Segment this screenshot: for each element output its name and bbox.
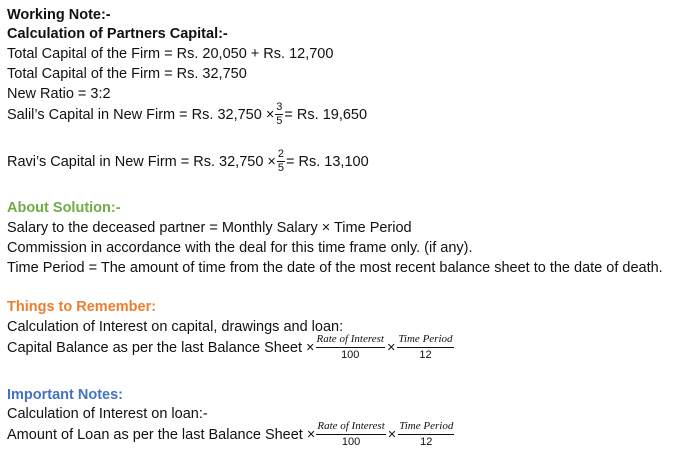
about-solution-heading: About Solution:-	[7, 200, 121, 216]
ravi-denominator: 5	[277, 162, 285, 174]
loan-rate-numerator: Rate of Interest	[317, 420, 385, 432]
salil-fraction	[275, 102, 283, 127]
loan-formula-prefix: Amount of Loan as per the last Balance Sheet ×	[7, 426, 316, 443]
capital-formula-prefix: Capital Balance as per the last Balance Sheet ×	[7, 339, 315, 356]
total-capital-line-1: Total Capital of the Firm = Rs. 20,050 + Rs. 12,700	[7, 46, 334, 62]
loan-time-fraction	[398, 420, 454, 449]
interest-loan-line: Calculation of Interest on loan:-	[7, 406, 208, 422]
ravi-capital-prefix: Ravi’s Capital in New Firm = Rs. 32,750 ×	[7, 153, 276, 170]
capital-times-sign: ×	[386, 339, 396, 356]
new-ratio-line: New Ratio = 3:2	[7, 86, 111, 102]
things-to-remember-heading: Things to Remember:	[7, 299, 157, 315]
capital-rate-denominator: 100	[341, 349, 360, 361]
ravi-numerator: 2	[277, 148, 285, 160]
loan-times-sign: ×	[387, 426, 397, 443]
loan-time-denominator: 12	[420, 436, 433, 448]
commission-line: Commission in accordance with the deal for this time frame only. (if any).	[7, 240, 473, 256]
loan-rate-denominator: 100	[341, 436, 361, 448]
capital-balance-formula	[7, 333, 455, 362]
salil-capital-prefix: Salil’s Capital in New Firm = Rs. 32,750 ×	[7, 106, 275, 123]
ravi-fraction	[277, 149, 285, 174]
calculation-heading: Calculation of Partners Capital:-	[7, 26, 228, 42]
salil-denominator: 5	[276, 115, 283, 127]
salil-capital-line	[7, 102, 367, 127]
loan-rate-fraction	[316, 420, 385, 449]
ravi-capital-suffix: = Rs. 13,100	[286, 153, 369, 170]
total-capital-line-2: Total Capital of the Firm = Rs. 32,750	[7, 66, 247, 82]
ravi-capital-line	[7, 149, 369, 174]
salil-numerator: 3	[276, 101, 283, 113]
loan-time-numerator: Time Period	[399, 420, 454, 432]
interest-capital-line: Calculation of Interest on capital, drawings and loan:	[7, 319, 344, 335]
capital-time-fraction	[397, 333, 453, 362]
capital-rate-fraction	[316, 333, 385, 362]
capital-rate-numerator: Rate of Interest	[316, 333, 384, 345]
important-notes-heading: Important Notes:	[7, 387, 123, 403]
salil-capital-suffix: = Rs. 19,650	[284, 106, 368, 123]
time-period-line: Time Period = The amount of time from the date of the most recent balance sheet to the date of death.	[7, 260, 663, 276]
capital-time-denominator: 12	[419, 349, 432, 361]
working-note-heading: Working Note:-	[7, 7, 111, 23]
salary-line: Salary to the deceased partner = Monthly Salary × Time Period	[7, 220, 412, 236]
loan-amount-formula	[7, 420, 455, 449]
capital-time-numerator: Time Period	[398, 333, 453, 345]
